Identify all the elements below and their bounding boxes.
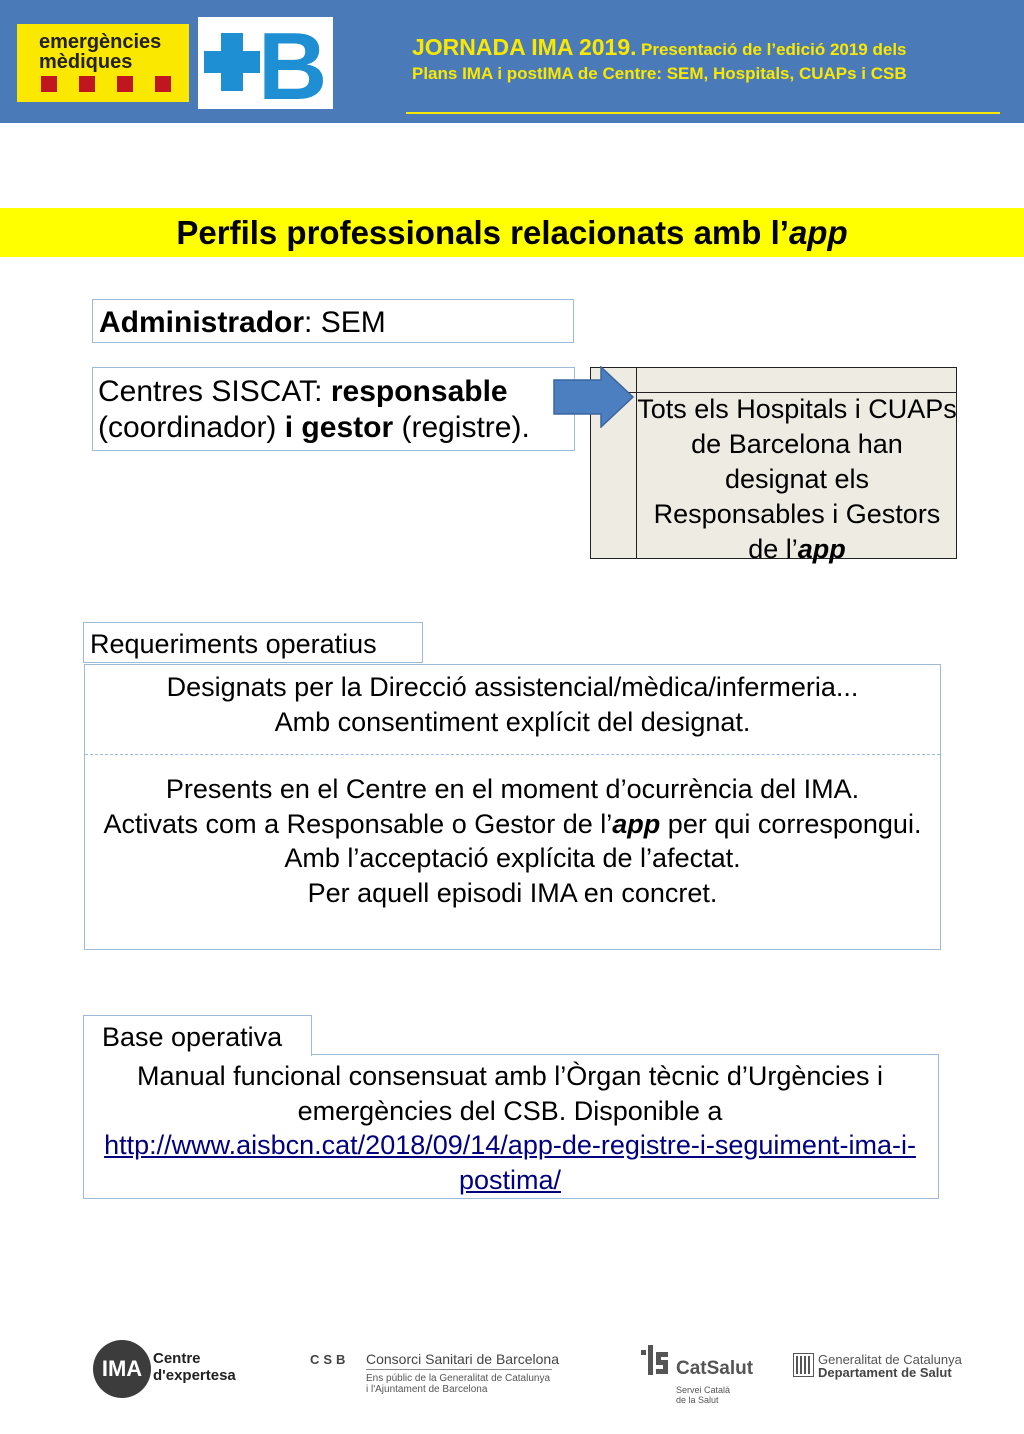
requirements-line: Amb l’acceptació explícita de l’afectat. — [284, 843, 741, 873]
hospitals-text-main: Tots els Hospitals i CUAPs de Barcelona han designat els Responsables i Gestors de l’ — [637, 394, 957, 564]
logo-b-letter: B — [258, 17, 328, 109]
requirements-paragraph-2 — [90, 772, 935, 910]
requirements-text: Activats com a Responsable o Gestor de l’ — [103, 808, 613, 839]
sem-logo-stripe — [155, 76, 171, 92]
plus-b-icon — [198, 17, 333, 109]
csb-sub-line: i l'Ajuntament de Barcelona — [366, 1384, 488, 1395]
centres-text: (registre). — [393, 411, 530, 444]
arrow-right-icon — [553, 366, 635, 428]
base-label: Base operativa — [83, 1015, 312, 1056]
title-band — [0, 208, 1024, 257]
requirements-italic: app — [612, 808, 661, 839]
sem-logo-stripe — [79, 76, 95, 92]
csb-plus-b-logo — [198, 17, 333, 109]
header-title-line2: Plans IMA i postIMA de Centre: SEM, Hospitals, CUAPs i CSB — [412, 64, 907, 83]
hospitals-box — [590, 367, 957, 564]
catsalut-sub-line: Servei Català — [676, 1385, 731, 1395]
catsalut-subtitle — [676, 1385, 730, 1405]
centres-box — [92, 367, 575, 451]
requirements-line: Amb consentiment explícit del designat. — [274, 706, 751, 737]
csb-logo-short: CSB — [310, 1352, 350, 1367]
page-title-italic: app — [788, 214, 848, 251]
sem-logo-stripe — [117, 76, 133, 92]
catsalut-sub-line: de la Salut — [676, 1395, 719, 1405]
csb-logo-rule — [366, 1369, 552, 1370]
header-title — [412, 34, 1012, 84]
csb-logo-subtitle — [366, 1373, 550, 1395]
requirements-line: Per aquell episodi IMA en concret. — [307, 877, 718, 908]
gencat-shield-icon — [793, 1353, 814, 1377]
gencat-line1: Generalitat de Catalunya — [818, 1352, 962, 1367]
manual-link[interactable]: http://www.aisbcn.cat/2018/09/14/app-de-registre-i-seguiment-ima-i-postima/ — [104, 1130, 916, 1195]
sem-logo — [17, 24, 189, 102]
base-paragraph — [95, 1059, 925, 1197]
ima-line2: d'expertesa — [153, 1367, 236, 1384]
requirements-line: Presents en el Centre en el moment d’ocurrència del IMA. — [165, 774, 860, 804]
requirements-line: Designats per la Direcció assistencial/mèdica/infermeria... — [166, 672, 859, 702]
requirements-text: per qui correspongui. — [660, 808, 922, 839]
sem-logo-line1: emergències — [39, 31, 162, 53]
centres-bold-responsable: responsable — [330, 375, 508, 408]
admin-label: Administrador — [99, 306, 305, 339]
requirements-line — [90, 807, 935, 842]
header-divider — [406, 112, 1000, 114]
centres-text: (coordinador) — [98, 411, 285, 444]
sem-logo-stripe — [41, 76, 57, 92]
requirements-divider — [85, 754, 940, 755]
admin-box — [92, 299, 574, 343]
centres-text: Centres SISCAT: — [98, 375, 331, 408]
gencat-text — [818, 1353, 962, 1379]
csb-logo-name: Consorci Sanitari de Barcelona — [366, 1351, 559, 1367]
ima-logo: IMA — [93, 1340, 151, 1398]
sem-logo-line2: mèdiques — [39, 51, 133, 73]
gencat-line2: Departament de Salut — [818, 1365, 952, 1380]
base-text: Manual funcional consensuat amb l’Òrgan tècnic d’Urgències i emergències del CSB. Disponible a — [137, 1061, 883, 1126]
page-title-text: Perfils professionals relacionats amb l’ — [176, 214, 789, 251]
hospitals-text — [637, 392, 957, 567]
ima-logo-text — [153, 1350, 236, 1384]
requirements-label: Requeriments operatius — [83, 622, 423, 663]
admin-value: : SEM — [304, 306, 386, 339]
header-title-main: JORNADA IMA 2019. — [412, 34, 637, 60]
page-title — [0, 208, 1024, 258]
header-title-rest: Presentació de l’edició 2019 dels — [640, 40, 907, 59]
ima-line1: Centre — [153, 1350, 201, 1367]
catsalut-name: CatSalut — [676, 1358, 754, 1379]
centres-bold-gestor: i gestor — [284, 411, 394, 444]
catsalut-mark-icon — [638, 1344, 672, 1378]
hospitals-text-italic: app — [797, 534, 846, 564]
requirements-paragraph-1 — [90, 670, 935, 739]
csb-sub-line: Ens públic de la Generalitat de Catalunya — [366, 1373, 551, 1384]
